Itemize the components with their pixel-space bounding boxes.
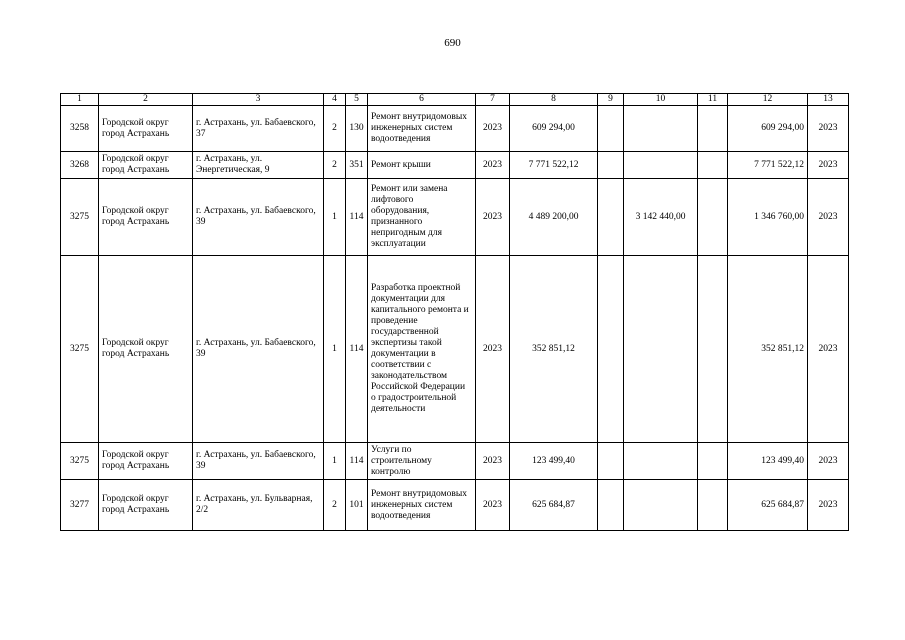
table-row: [61, 106, 849, 152]
column-header: 9: [598, 94, 624, 106]
year-cell: 2023: [476, 443, 510, 480]
column-4-cell: 2: [324, 152, 346, 179]
column-header: 6: [368, 94, 476, 106]
column-13-cell: 2023: [808, 480, 849, 531]
column-12-cell: 1 346 760,00: [728, 179, 808, 256]
work-type-cell: Услуги по строительному контролю: [368, 443, 476, 480]
column-10-cell: [624, 256, 698, 443]
page-number: 690: [444, 37, 461, 49]
address-cell: г. Астрахань, ул. Бабаевского, 37: [193, 106, 324, 152]
address-cell: г. Астрахань, ул. Бабаевского, 39: [193, 256, 324, 443]
address-cell: г. Астрахань, ул. Бабаевского, 39: [193, 179, 324, 256]
column-4-cell: 2: [324, 106, 346, 152]
table-row: [61, 256, 849, 443]
work-type-cell: Ремонт внутридомовых инженерных систем водоотведения: [368, 106, 476, 152]
column-11-cell: [698, 443, 728, 480]
column-header: 10: [624, 94, 698, 106]
column-10-cell: [624, 443, 698, 480]
column-13-cell: 2023: [808, 152, 849, 179]
column-13-cell: 2023: [808, 443, 849, 480]
column-9-cell: [598, 179, 624, 256]
column-9-cell: [598, 106, 624, 152]
column-13-cell: 2023: [808, 256, 849, 443]
column-10-cell: [624, 480, 698, 531]
municipality-cell: Городской округ город Астрахань: [99, 480, 193, 531]
column-4-cell: 1: [324, 256, 346, 443]
total-cost-cell: 352 851,12: [510, 256, 598, 443]
table-row: [61, 443, 849, 480]
column-header: 11: [698, 94, 728, 106]
column-11-cell: [698, 480, 728, 531]
row-id-cell: 3275: [61, 443, 99, 480]
work-type-cell: Ремонт крыши: [368, 152, 476, 179]
column-4-cell: 1: [324, 179, 346, 256]
column-10-cell: 3 142 440,00: [624, 179, 698, 256]
municipality-cell: Городской округ город Астрахань: [99, 106, 193, 152]
address-cell: г. Астрахань, ул. Бабаевского, 39: [193, 443, 324, 480]
address-cell: г. Астрахань, ул. Энергетическая, 9: [193, 152, 324, 179]
table-row: [61, 152, 849, 179]
municipality-cell: Городской округ город Астрахань: [99, 152, 193, 179]
column-number-row: [61, 94, 849, 106]
row-id-cell: 3258: [61, 106, 99, 152]
column-header: 1: [61, 94, 99, 106]
municipality-cell: Городской округ город Астрахань: [99, 179, 193, 256]
table-row: [61, 179, 849, 256]
column-9-cell: [598, 480, 624, 531]
year-cell: 2023: [476, 106, 510, 152]
column-5-cell: 114: [346, 443, 368, 480]
column-11-cell: [698, 179, 728, 256]
column-header: 13: [808, 94, 849, 106]
year-cell: 2023: [476, 480, 510, 531]
work-type-cell: Ремонт или замена лифтового оборудования, признанного непригодным для эксплуатации: [368, 179, 476, 256]
column-header: 2: [99, 94, 193, 106]
row-id-cell: 3268: [61, 152, 99, 179]
work-type-cell: Ремонт внутридомовых инженерных систем водоотведения: [368, 480, 476, 531]
total-cost-cell: 123 499,40: [510, 443, 598, 480]
total-cost-cell: 4 489 200,00: [510, 179, 598, 256]
column-9-cell: [598, 443, 624, 480]
total-cost-cell: 7 771 522,12: [510, 152, 598, 179]
column-12-cell: 123 499,40: [728, 443, 808, 480]
table-row: [61, 480, 849, 531]
column-9-cell: [598, 256, 624, 443]
year-cell: 2023: [476, 179, 510, 256]
column-header: 5: [346, 94, 368, 106]
work-type-cell: Разработка проектной документации для капитального ремонта и проведение государственной экспертизы такой документации в соответствии с законодательством Российской Федерации о градостроительной деятельности: [368, 256, 476, 443]
column-header: 7: [476, 94, 510, 106]
column-header: 8: [510, 94, 598, 106]
column-header: 3: [193, 94, 324, 106]
column-10-cell: [624, 152, 698, 179]
column-5-cell: 101: [346, 480, 368, 531]
address-cell: г. Астрахань, ул. Бульварная, 2/2: [193, 480, 324, 531]
column-9-cell: [598, 152, 624, 179]
year-cell: 2023: [476, 256, 510, 443]
municipality-cell: Городской округ город Астрахань: [99, 256, 193, 443]
register-table: [60, 93, 849, 531]
column-header: 4: [324, 94, 346, 106]
column-11-cell: [698, 152, 728, 179]
row-id-cell: 3275: [61, 179, 99, 256]
column-4-cell: 2: [324, 480, 346, 531]
column-5-cell: 114: [346, 256, 368, 443]
column-5-cell: 130: [346, 106, 368, 152]
year-cell: 2023: [476, 152, 510, 179]
municipality-cell: Городской округ город Астрахань: [99, 443, 193, 480]
column-12-cell: 352 851,12: [728, 256, 808, 443]
column-13-cell: 2023: [808, 179, 849, 256]
column-header: 12: [728, 94, 808, 106]
row-id-cell: 3275: [61, 256, 99, 443]
table-body: [61, 94, 849, 531]
column-12-cell: 7 771 522,12: [728, 152, 808, 179]
column-12-cell: 625 684,87: [728, 480, 808, 531]
total-cost-cell: 625 684,87: [510, 480, 598, 531]
column-11-cell: [698, 106, 728, 152]
column-5-cell: 114: [346, 179, 368, 256]
column-5-cell: 351: [346, 152, 368, 179]
row-id-cell: 3277: [61, 480, 99, 531]
column-10-cell: [624, 106, 698, 152]
column-11-cell: [698, 256, 728, 443]
total-cost-cell: 609 294,00: [510, 106, 598, 152]
column-4-cell: 1: [324, 443, 346, 480]
column-12-cell: 609 294,00: [728, 106, 808, 152]
column-13-cell: 2023: [808, 106, 849, 152]
